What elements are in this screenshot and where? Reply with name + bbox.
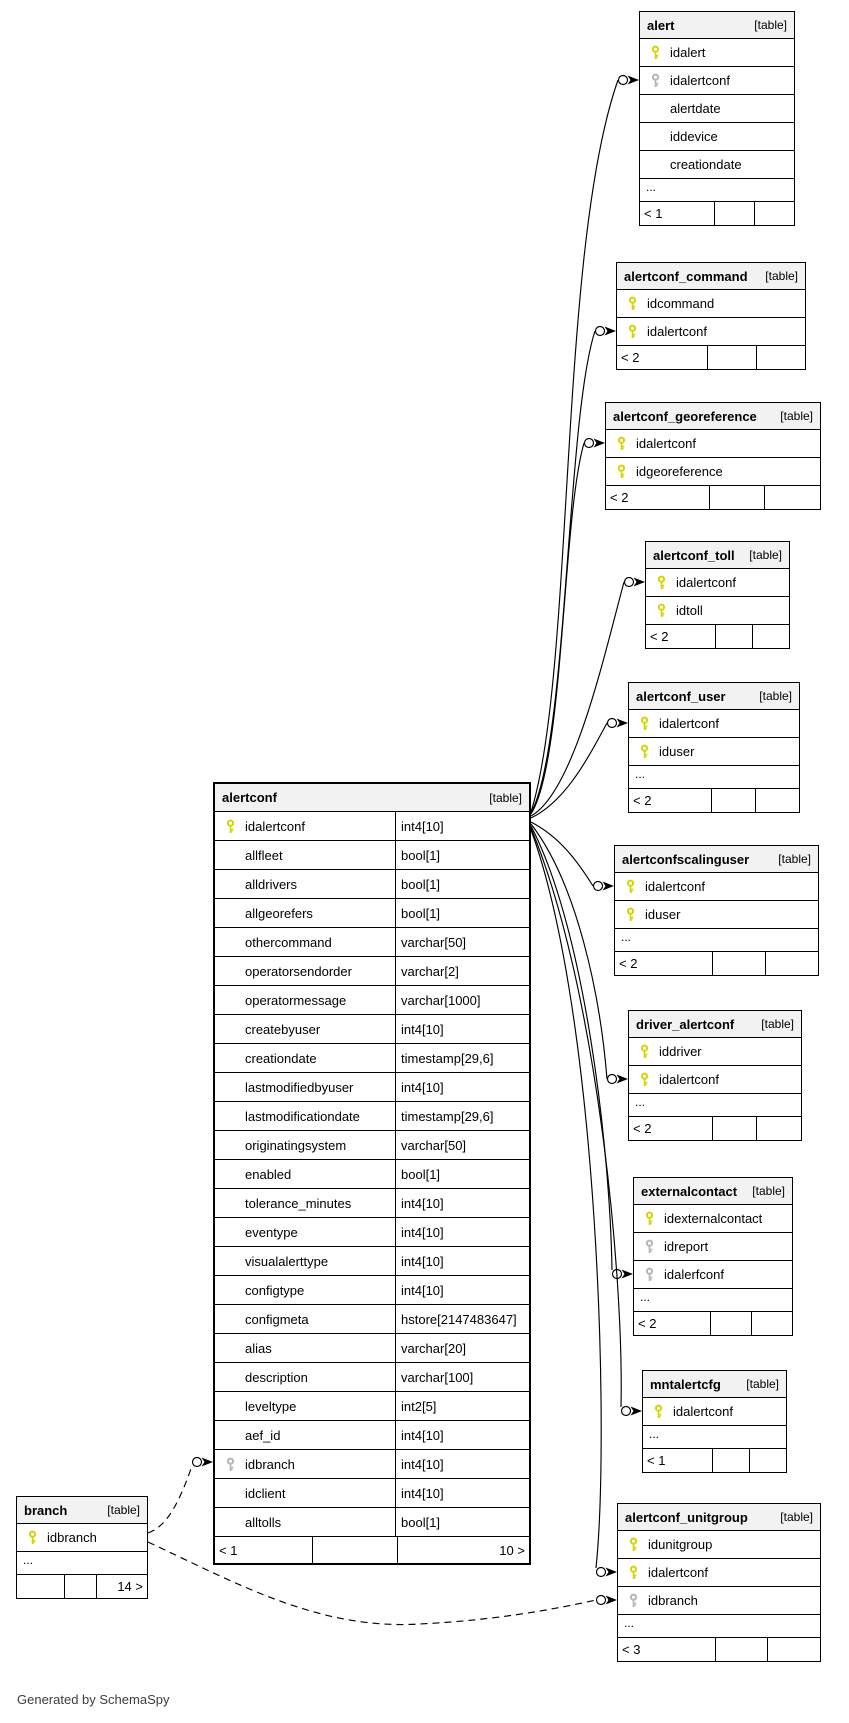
table-header-alertconf_toll[interactable]: [646, 542, 789, 569]
column-name: idtoll: [676, 603, 703, 618]
edge-branch-alertconf-implied: [148, 1458, 213, 1534]
column-type: int4[10]: [395, 1218, 529, 1246]
degree-cell: [712, 1449, 749, 1472]
degree-cell: < 2: [621, 350, 640, 365]
table-alertconf_toll: [645, 541, 790, 649]
column-name: originatingsystem: [245, 1137, 347, 1153]
degree-footer: [617, 346, 805, 369]
column-type: int4[10]: [395, 1015, 529, 1043]
column-type: int4[10]: [395, 1421, 529, 1449]
column-row-alertconf-leveltype: [215, 1392, 529, 1421]
degree-cell: [712, 952, 765, 975]
column-row-alertconf-tolerance_minutes: [215, 1189, 529, 1218]
column-name: idexternalcontact: [664, 1211, 763, 1226]
column-type: hstore[2147483647]: [395, 1305, 529, 1333]
column-type: int4[10]: [395, 1450, 529, 1478]
column-name: alertdate: [670, 101, 721, 116]
column-name: idreport: [664, 1239, 709, 1254]
column-row-externalcontact-idexternalcontact: [634, 1205, 792, 1233]
edge-arrow: [594, 439, 606, 448]
primary-key-icon: [629, 1072, 659, 1087]
column-name: idalertconf: [648, 1565, 708, 1580]
column-name: idalertconf: [647, 324, 707, 339]
column-row-alertconf_unitgroup-idbranch: [618, 1587, 820, 1615]
table-header-alertconf_command[interactable]: [617, 263, 805, 290]
column-row-alertconf-lastmodifiedbyuser: [215, 1073, 529, 1102]
column-row-alertconf-idbranch: [215, 1450, 529, 1479]
primary-key-icon: [215, 819, 245, 834]
column-name: idclient: [245, 1485, 286, 1501]
column-type: bool[1]: [395, 841, 529, 869]
table-alertconf_user: [628, 682, 800, 813]
column-name: iduser: [659, 744, 695, 759]
column-name: idalertconf: [659, 1072, 719, 1087]
degree-cell: < 2: [619, 956, 638, 971]
degree-footer: [640, 202, 794, 225]
degree-cell: < 2: [610, 490, 629, 505]
degree-cell: [752, 625, 789, 648]
column-row-alertconf_unitgroup-idunitgroup: [618, 1531, 820, 1559]
more-columns-ellipsis: ...: [629, 1094, 801, 1117]
column-row-alertconf_unitgroup-idalertconf: [618, 1559, 820, 1587]
column-row-alertconf_user-iduser: [629, 738, 799, 766]
more-columns-ellipsis: ...: [634, 1289, 792, 1312]
column-type: varchar[1000]: [395, 986, 529, 1014]
column-name: createbyuser: [245, 1021, 321, 1037]
table-header-mntalertcfg[interactable]: [643, 1371, 786, 1398]
table-alertconf: [213, 782, 531, 1565]
primary-key-icon: [640, 45, 670, 60]
column-row-alertconf-enabled: [215, 1160, 529, 1189]
degree-cell: [17, 1575, 64, 1598]
column-row-alertconf-createbyuser: [215, 1015, 529, 1044]
degree-cell: [714, 202, 754, 225]
degree-cell: < 2: [650, 629, 669, 644]
column-name: idalertconf: [676, 575, 736, 590]
more-columns-ellipsis: ...: [615, 929, 818, 952]
column-row-alertconf_user-idalertconf: [629, 710, 799, 738]
edge-arrow: [634, 578, 646, 587]
primary-key-icon: [634, 1211, 664, 1226]
primary-key-icon: [629, 744, 659, 759]
column-name: idalerfconf: [664, 1267, 724, 1282]
table-tag: [table]: [489, 790, 522, 805]
primary-key-icon: [646, 603, 676, 618]
degree-footer: [629, 789, 799, 812]
column-row-alertconf-description: [215, 1363, 529, 1392]
degree-cell: [312, 1537, 397, 1563]
table-header-alertconf_user[interactable]: [629, 683, 799, 710]
degree-cell: [749, 1449, 786, 1472]
edge-arrow: [603, 882, 615, 891]
column-name: iddevice: [670, 129, 718, 144]
more-columns-ellipsis: ...: [643, 1426, 786, 1449]
edge-arrow: [605, 327, 617, 336]
degree-cell: [712, 1117, 757, 1140]
column-name: lastmodificationdate: [245, 1108, 360, 1124]
table-alertconfscalinguser: [614, 845, 819, 976]
column-name: idalertconf: [636, 436, 696, 451]
table-tag: [table]: [780, 409, 813, 423]
degree-footer: [17, 1575, 147, 1598]
degree-cell: < 2: [633, 1121, 652, 1136]
degree-cell: [707, 346, 756, 369]
column-row-alert-idalertconf: [640, 67, 794, 95]
column-row-externalcontact-idalerfconf: [634, 1261, 792, 1289]
column-name: configmeta: [245, 1311, 309, 1327]
column-type: bool[1]: [395, 1160, 529, 1188]
column-row-alertconf-originatingsystem: [215, 1131, 529, 1160]
degree-cell: [756, 346, 805, 369]
table-name: branch: [24, 1502, 68, 1518]
column-type: int4[10]: [395, 1276, 529, 1304]
table-tag: [table]: [765, 269, 798, 283]
column-row-alertconf-idclient: [215, 1479, 529, 1508]
column-name: idbranch: [47, 1530, 97, 1545]
column-name: othercommand: [245, 934, 332, 950]
edge-arrow: [606, 1596, 618, 1605]
column-name: idalertconf: [245, 818, 305, 834]
degree-cell: < 1: [647, 1453, 666, 1468]
degree-footer: [646, 625, 789, 648]
zero-one-circle: [608, 719, 617, 728]
column-type: bool[1]: [395, 1508, 529, 1536]
table-header-alertconf_georeference[interactable]: [606, 403, 820, 430]
column-row-alert-alertdate: [640, 95, 794, 123]
edge-alertconf-alertconf_unitgroup: [531, 830, 617, 1577]
column-row-alertconf-alias: [215, 1334, 529, 1363]
degree-footer: [618, 1638, 820, 1661]
column-row-alertconf_toll-idtoll: [646, 597, 789, 625]
column-row-alertconf-allfleet: [215, 841, 529, 870]
column-type: varchar[50]: [395, 928, 529, 956]
column-name: alltolls: [245, 1514, 282, 1530]
foreign-key-icon: [634, 1267, 664, 1282]
column-row-alertconf_toll-idalertconf: [646, 569, 789, 597]
column-type: int4[10]: [395, 1073, 529, 1101]
degree-cell: [710, 1312, 751, 1335]
column-name: leveltype: [245, 1398, 297, 1414]
primary-key-icon: [618, 1565, 648, 1580]
column-row-alertconf-othercommand: [215, 928, 529, 957]
edge-arrow: [617, 1075, 629, 1084]
column-type: int4[10]: [395, 1247, 529, 1275]
table-tag: [table]: [778, 852, 811, 866]
primary-key-icon: [615, 879, 645, 894]
column-name: alias: [245, 1340, 272, 1356]
table-name: alertconf_command: [624, 268, 748, 284]
column-name: creationdate: [670, 157, 742, 172]
column-name: allfleet: [245, 847, 283, 863]
foreign-key-icon: [215, 1457, 245, 1472]
column-name: alldrivers: [245, 876, 298, 892]
table-header-branch[interactable]: [17, 1497, 147, 1524]
table-alertconf_georeference: [605, 402, 821, 510]
zero-one-circle: [619, 76, 628, 85]
foreign-key-icon: [640, 73, 670, 88]
table-tag: [table]: [746, 1377, 779, 1391]
column-name: idbranch: [648, 1593, 698, 1608]
zero-one-circle: [596, 327, 605, 336]
more-columns-ellipsis: ...: [640, 179, 794, 202]
zero-one-circle: [193, 1458, 202, 1467]
column-type: timestamp[29,6]: [395, 1044, 529, 1072]
column-row-alertconf_command-idalertconf: [617, 318, 805, 346]
column-type: varchar[100]: [395, 1363, 529, 1391]
column-row-mntalertcfg-idalertconf: [643, 1398, 786, 1426]
table-tag: [table]: [761, 1017, 794, 1031]
zero-one-circle: [594, 882, 603, 891]
primary-key-icon: [617, 296, 647, 311]
primary-key-icon: [606, 464, 636, 479]
column-row-driver_alertconf-iddriver: [629, 1038, 801, 1066]
column-name: idunitgroup: [648, 1537, 713, 1552]
degree-footer: [643, 1449, 786, 1472]
column-type: varchar[20]: [395, 1334, 529, 1362]
column-row-alertconf-configtype: [215, 1276, 529, 1305]
degree-footer: [606, 486, 820, 509]
table-name: alert: [647, 17, 675, 33]
column-row-alertconf-allgeorefers: [215, 899, 529, 928]
table-tag: [table]: [749, 548, 782, 562]
column-row-alertconf-alltolls: [215, 1508, 529, 1537]
column-name: iduser: [645, 907, 681, 922]
edge-arrow: [631, 1407, 643, 1416]
column-name: configtype: [245, 1282, 305, 1298]
column-row-alertconf-idalertconf: [215, 812, 529, 841]
column-name: lastmodifiedbyuser: [245, 1079, 354, 1095]
column-name: idalertconf: [645, 879, 705, 894]
column-type: int4[10]: [395, 1479, 529, 1507]
primary-key-icon: [615, 907, 645, 922]
table-tag: [table]: [752, 1184, 785, 1198]
degree-cell: [711, 789, 755, 812]
column-name: idbranch: [245, 1456, 295, 1472]
table-externalcontact: [633, 1177, 793, 1336]
column-name: idalertconf: [659, 716, 719, 731]
column-type: bool[1]: [395, 870, 529, 898]
zero-one-circle: [585, 439, 594, 448]
table-header-externalcontact[interactable]: [634, 1178, 792, 1205]
table-tag: [table]: [780, 1510, 813, 1524]
column-name: eventype: [245, 1224, 298, 1240]
edge-arrow: [202, 1458, 214, 1467]
degree-cell: < 2: [633, 793, 652, 808]
column-type: int2[5]: [395, 1392, 529, 1420]
column-row-alertconf-eventype: [215, 1218, 529, 1247]
primary-key-icon: [606, 436, 636, 451]
foreign-key-icon: [634, 1239, 664, 1254]
column-name: description: [245, 1369, 308, 1385]
table-name: driver_alertconf: [636, 1016, 735, 1032]
more-columns-ellipsis: ...: [629, 766, 799, 789]
degree-cell: < 1: [219, 1542, 238, 1558]
column-row-alertconf-operatorsendorder: [215, 957, 529, 986]
degree-cell: < 2: [638, 1316, 657, 1331]
column-row-alertconf_command-idcommand: [617, 290, 805, 318]
degree-cell: < 1: [644, 206, 663, 221]
table-header-alert[interactable]: [640, 12, 794, 39]
table-header-alertconf[interactable]: [215, 784, 529, 812]
column-type: bool[1]: [395, 899, 529, 927]
edge-alertconf-alertconfscalinguser: [531, 822, 614, 891]
column-row-alertconf-operatormessage: [215, 986, 529, 1015]
column-name: visualalerttype: [245, 1253, 329, 1269]
foreign-key-icon: [618, 1593, 648, 1608]
edge-arrow: [617, 719, 629, 728]
column-row-alert-idalert: [640, 39, 794, 67]
zero-one-circle: [622, 1407, 631, 1416]
degree-cell: [755, 789, 799, 812]
column-type: varchar[50]: [395, 1131, 529, 1159]
column-name: aef_id: [245, 1427, 281, 1443]
primary-key-icon: [629, 1044, 659, 1059]
column-type: int4[10]: [395, 1189, 529, 1217]
column-row-branch-idbranch: [17, 1524, 147, 1552]
edge-arrow: [622, 1270, 634, 1279]
column-row-driver_alertconf-idalertconf: [629, 1066, 801, 1094]
degree-cell: [715, 625, 752, 648]
column-name: iddriver: [659, 1044, 702, 1059]
primary-key-icon: [629, 716, 659, 731]
column-name: idalertconf: [670, 73, 730, 88]
degree-cell: [764, 486, 820, 509]
column-name: idcommand: [647, 296, 715, 311]
column-row-alertconf-alldrivers: [215, 870, 529, 899]
table-alertconf_unitgroup: [617, 1503, 821, 1662]
column-row-alert-creationdate: [640, 151, 794, 179]
column-name: tolerance_minutes: [245, 1195, 352, 1211]
table-header-alertconf_unitgroup[interactable]: [618, 1504, 820, 1531]
degree-cell: [64, 1575, 97, 1598]
column-row-alert-iddevice: [640, 123, 794, 151]
zero-one-circle: [597, 1568, 606, 1577]
column-row-alertconf-visualalerttype: [215, 1247, 529, 1276]
zero-one-circle: [625, 578, 634, 587]
table-alertconf_command: [616, 262, 806, 370]
zero-one-circle: [608, 1075, 617, 1084]
generator-note: Generated by SchemaSpy: [17, 1692, 170, 1707]
degree-cell: [751, 1312, 792, 1335]
primary-key-icon: [17, 1530, 47, 1545]
column-row-alertconf-lastmodificationdate: [215, 1102, 529, 1131]
table-name: alertconf_georeference: [613, 408, 757, 424]
edge-arrow: [606, 1568, 618, 1577]
column-name: idgeoreference: [636, 464, 723, 479]
table-name: alertconf_user: [636, 688, 726, 704]
primary-key-icon: [617, 324, 647, 339]
table-driver_alertconf: [628, 1010, 802, 1141]
table-tag: [table]: [754, 18, 787, 32]
degree-cell: [754, 202, 794, 225]
degree-cell: 10 >: [397, 1537, 529, 1563]
column-type: varchar[2]: [395, 957, 529, 985]
column-name: enabled: [245, 1166, 292, 1182]
degree-cell: [765, 952, 818, 975]
table-branch: [16, 1496, 148, 1599]
table-tag: [table]: [107, 1503, 140, 1517]
column-type: int4[10]: [395, 812, 529, 840]
table-name: alertconfscalinguser: [622, 851, 750, 867]
more-columns-ellipsis: ...: [17, 1552, 147, 1575]
table-name: alertconf_unitgroup: [625, 1509, 748, 1525]
column-row-externalcontact-idreport: [634, 1233, 792, 1261]
degree-cell: [756, 1117, 801, 1140]
degree-footer: [215, 1537, 529, 1563]
column-name: idalert: [670, 45, 706, 60]
table-header-alertconfscalinguser[interactable]: [615, 846, 818, 873]
degree-footer: [615, 952, 818, 975]
column-name: allgeorefers: [245, 905, 313, 921]
column-row-alertconf_georeference-idgeoreference: [606, 458, 820, 486]
primary-key-icon: [618, 1537, 648, 1552]
primary-key-icon: [646, 575, 676, 590]
table-name: alertconf_toll: [653, 547, 735, 563]
table-mntalertcfg: [642, 1370, 787, 1473]
degree-cell: < 3: [622, 1642, 641, 1657]
column-row-alertconfscalinguser-iduser: [615, 901, 818, 929]
column-name: idalertconf: [673, 1404, 733, 1419]
column-type: timestamp[29,6]: [395, 1102, 529, 1130]
zero-one-circle: [597, 1596, 606, 1605]
column-name: operatorsendorder: [245, 963, 352, 979]
degree-footer: [634, 1312, 792, 1335]
column-name: operatormessage: [245, 992, 347, 1008]
edge-alertconf-alertconf_georeference: [531, 439, 605, 815]
table-name: externalcontact: [641, 1183, 738, 1199]
degree-cell: [715, 1638, 768, 1661]
column-row-alertconfscalinguser-idalertconf: [615, 873, 818, 901]
column-row-alertconf-aef_id: [215, 1421, 529, 1450]
degree-cell: [767, 1638, 820, 1661]
table-name: alertconf: [222, 790, 277, 805]
column-row-alertconf_georeference-idalertconf: [606, 430, 820, 458]
table-name: mntalertcfg: [650, 1376, 721, 1392]
column-name: creationdate: [245, 1050, 317, 1066]
primary-key-icon: [643, 1404, 673, 1419]
table-alert: [639, 11, 795, 226]
more-columns-ellipsis: ...: [618, 1615, 820, 1638]
degree-cell: [709, 486, 765, 509]
degree-footer: [629, 1117, 801, 1140]
table-header-driver_alertconf[interactable]: [629, 1011, 801, 1038]
column-row-alertconf-configmeta: [215, 1305, 529, 1334]
table-tag: [table]: [759, 689, 792, 703]
column-row-alertconf-creationdate: [215, 1044, 529, 1073]
edge-alertconf-alertconf_command: [531, 327, 616, 814]
edge-arrow: [628, 76, 640, 85]
degree-cell: 14 >: [96, 1575, 147, 1598]
